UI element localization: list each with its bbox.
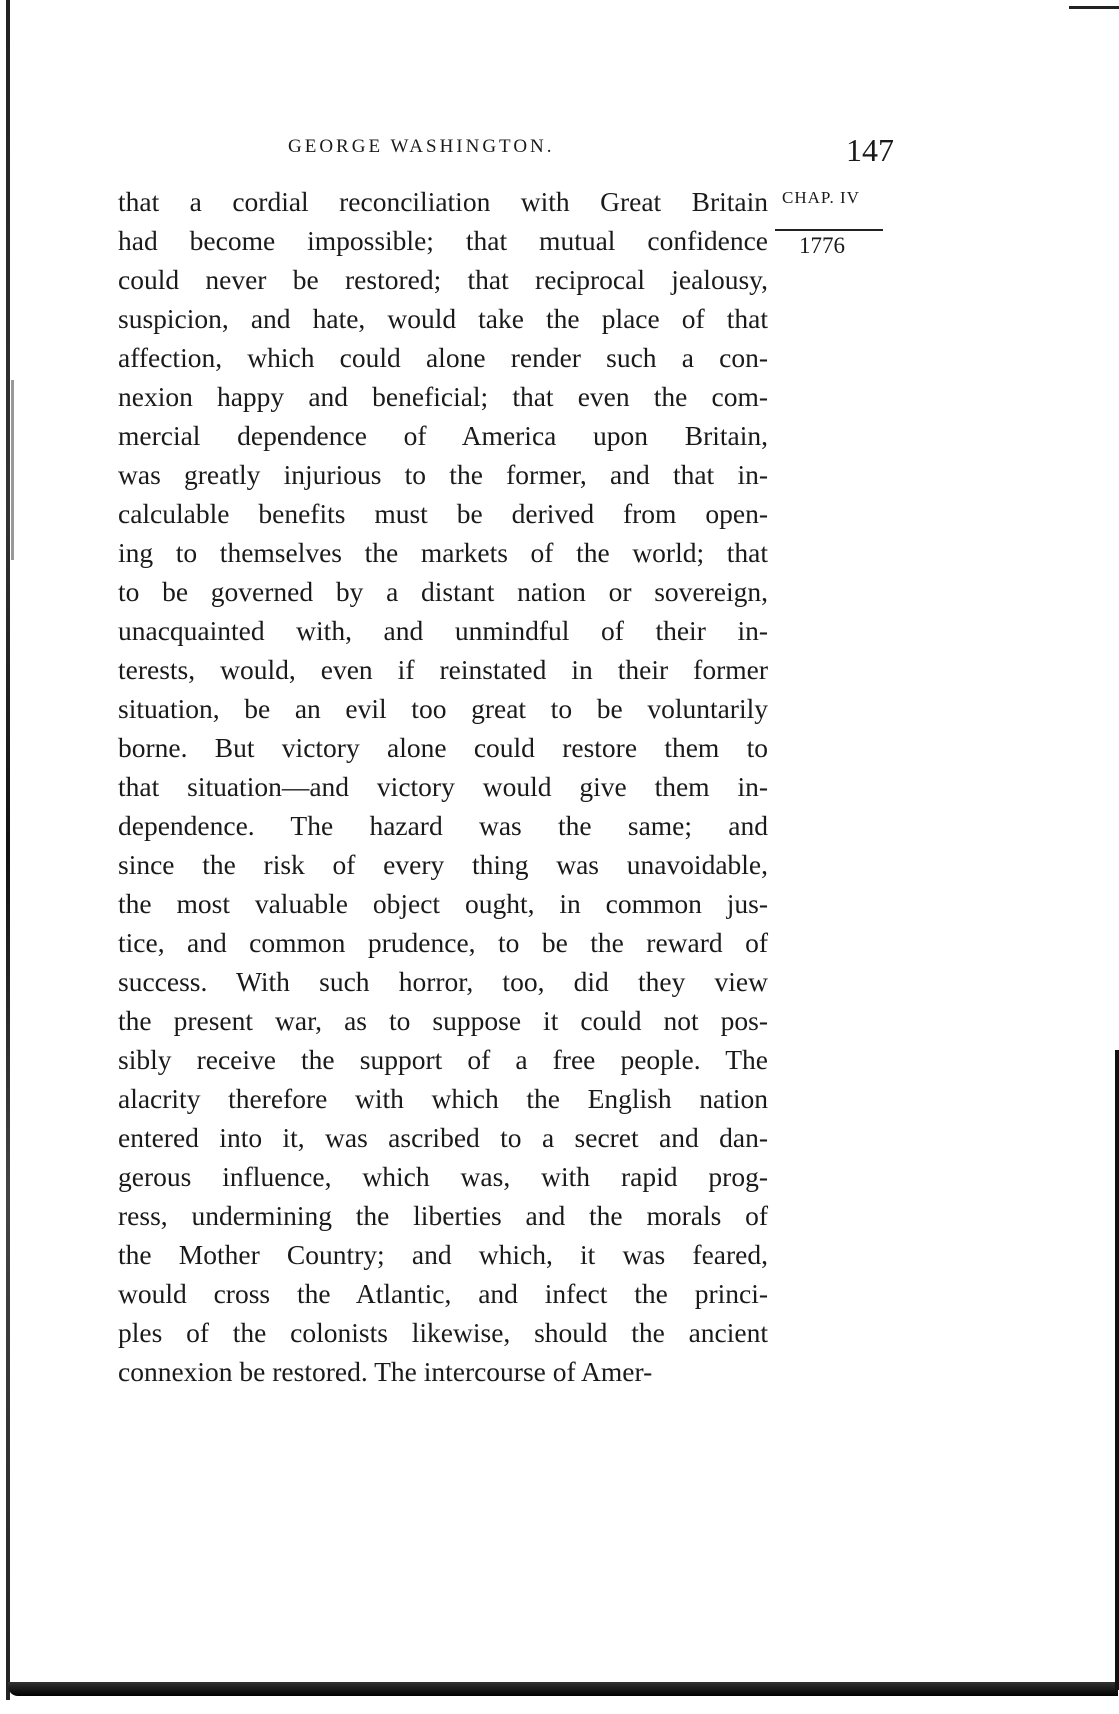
text-line: the present war, as to suppose it could not pos- (118, 1005, 768, 1036)
scan-edge-left (6, 0, 10, 1700)
margin-rule (775, 229, 883, 231)
margin-year-label: 1776 (799, 233, 845, 258)
text-line: alacrity therefore with which the English nation (118, 1083, 768, 1114)
text-line: ples of the colonists likewise, should the ancient (118, 1317, 768, 1348)
text-line: affection, which could alone render such a con- (118, 342, 768, 373)
text-line: the most valuable object ought, in common jus- (118, 888, 768, 919)
text-line: nexion happy and beneficial; that even the com- (118, 381, 768, 412)
text-line: that situation—and victory would give them in- (118, 771, 768, 802)
page-number: 147 (846, 132, 894, 168)
scan-edge-right (1115, 1050, 1119, 1690)
text-line: connexion be restored. The intercourse of Amer- (118, 1356, 653, 1387)
text-line: terests, would, even if reinstated in their former (118, 654, 768, 685)
text-line: mercial dependence of America upon Britain, (118, 420, 768, 451)
text-line: that a cordial reconciliation with Great Britain (118, 186, 768, 217)
scan-edge-bottom (8, 1682, 1118, 1696)
text-line: suspicion, and hate, would take the place of that (118, 303, 768, 334)
margin-chapter-label: CHAP. IV (782, 188, 860, 207)
running-title: GEORGE WASHINGTON. (288, 136, 555, 157)
text-line: the Mother Country; and which, it was feared, (118, 1239, 768, 1270)
text-line: could never be restored; that reciprocal jealousy, (118, 264, 768, 295)
text-line: was greatly injurious to the former, and that in- (118, 459, 768, 490)
text-line: situation, be an evil too great to be voluntarily (118, 693, 768, 724)
text-line: calculable benefits must be derived from open- (118, 498, 768, 529)
scan-mark-top (1069, 6, 1119, 9)
text-line: borne. But victory alone could restore them to (118, 732, 768, 763)
text-line: sibly receive the support of a free people. The (118, 1044, 768, 1075)
text-line: dependence. The hazard was the same; and (118, 810, 768, 841)
text-line: tice, and common prudence, to be the reward of (118, 927, 768, 958)
text-line: ing to themselves the markets of the world; that (118, 537, 768, 568)
scan-edge-shadow (11, 380, 14, 560)
text-line: ress, undermining the liberties and the morals of (118, 1200, 768, 1231)
body-text (118, 182, 768, 1391)
text-line: would cross the Atlantic, and infect the princi- (118, 1278, 768, 1309)
text-line: to be governed by a distant nation or sovereign, (118, 576, 768, 607)
text-line: success. With such horror, too, did they view (118, 966, 768, 997)
text-line: had become impossible; that mutual confidence (118, 225, 768, 256)
text-line: since the risk of every thing was unavoidable, (118, 849, 768, 880)
text-line: unacquainted with, and unmindful of their in- (118, 615, 768, 646)
text-line: entered into it, was ascribed to a secret and dan- (118, 1122, 768, 1153)
text-line: gerous influence, which was, with rapid prog- (118, 1161, 768, 1192)
